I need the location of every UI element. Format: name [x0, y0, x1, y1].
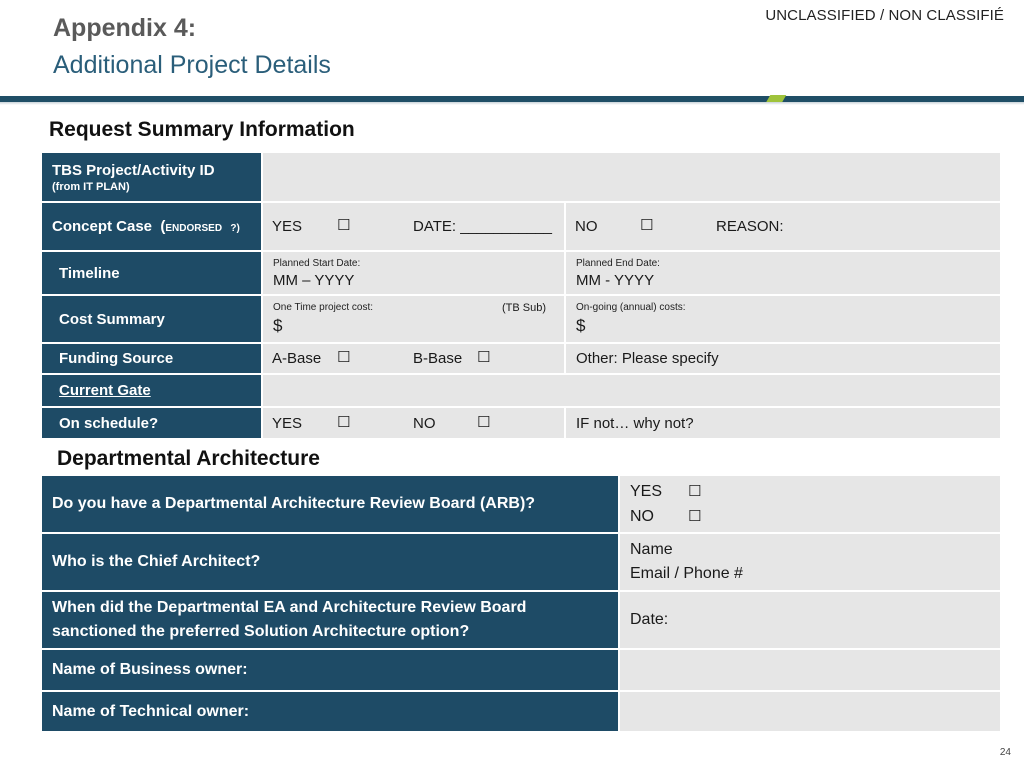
concept-yes-label: YES [272, 218, 303, 235]
funding-other-cell[interactable] [566, 344, 1000, 373]
tbs-project-sublabel: (from IT PLAN) [52, 180, 130, 193]
business-owner-label: Name of Business owner: [42, 650, 618, 690]
concept-case-text: Concept Case [52, 218, 153, 235]
concept-case-label [42, 203, 261, 250]
arb-yes-row [630, 479, 990, 504]
technical-owner-label: Name of Technical owner: [42, 692, 618, 731]
planned-end-value: MM - YYYY [576, 271, 655, 289]
classification-label: UNCLASSIFIED / NON CLASSIFIÉ [765, 7, 1004, 24]
ea-sanction-date: Date: [630, 611, 669, 628]
page-subtitle: Additional Project Details [53, 51, 331, 79]
one-time-cost-label: One Time project cost: [273, 302, 374, 313]
tb-sub-note: (TB Sub) [502, 302, 547, 314]
concept-case-label-text [52, 218, 251, 235]
current-gate-link[interactable]: Current Gate [59, 382, 151, 399]
concept-yes-checkbox[interactable]: ☐ [337, 216, 351, 234]
tbs-project-label [42, 153, 261, 201]
abase-label: A-Base [272, 350, 322, 367]
page-title: Appendix 4: [53, 14, 197, 42]
request-summary-heading: Request Summary Information [49, 118, 355, 141]
schedule-yes-label: YES [272, 415, 303, 432]
ongoing-cost-cell[interactable] [566, 296, 1000, 342]
schedule-no-label: NO [413, 415, 436, 432]
planned-end-cell[interactable] [566, 252, 1000, 294]
planned-start-label: Planned Start Date: [273, 257, 361, 269]
schedule-reason-cell[interactable] [566, 408, 1000, 438]
planned-start-cell[interactable] [263, 252, 564, 294]
tbs-project-field[interactable] [263, 153, 1000, 201]
schedule-yes-checkbox[interactable]: ☐ [337, 413, 351, 431]
concept-no-checkbox[interactable]: ☐ [640, 216, 654, 234]
bbase-label: B-Base [413, 350, 463, 367]
schedule-reason-text: IF not… why not? [576, 414, 694, 432]
arb-yes-label: YES [630, 483, 663, 500]
arb-question: Do you have a Departmental Architecture Review Board (ARB)? [42, 476, 618, 532]
planned-end-label: Planned End Date: [576, 257, 660, 269]
header-shadow [0, 102, 1024, 105]
tbs-project-label-text: TBS Project/Activity ID [52, 161, 215, 179]
architecture-heading: Departmental Architecture [57, 447, 320, 470]
arb-no-row [630, 504, 990, 529]
arb-answer-cell [620, 476, 1000, 532]
abase-checkbox[interactable]: ☐ [337, 348, 351, 366]
ea-sanction-date-cell[interactable] [620, 592, 1000, 648]
chief-architect-question: Who is the Chief Architect? [42, 534, 618, 590]
current-gate-label[interactable] [42, 375, 261, 406]
ea-sanction-question: When did the Departmental EA and Architecture Review Board sanctioned the preferred Solution Architecture option? [42, 592, 618, 648]
chief-architect-name: Name [630, 541, 673, 558]
concept-question-text: ?) [230, 223, 240, 234]
ongoing-cost-value: $ [576, 316, 586, 335]
concept-reason-field[interactable]: REASON: [716, 218, 784, 235]
arb-no-label: NO [630, 508, 654, 525]
timeline-label: Timeline [42, 252, 261, 294]
concept-endorsed-text: ENDORSED [165, 223, 223, 234]
schedule-no-checkbox[interactable]: ☐ [477, 413, 491, 431]
arb-no-checkbox[interactable]: ☐ [688, 507, 702, 525]
chief-architect-cell[interactable] [620, 534, 1000, 590]
bbase-checkbox[interactable]: ☐ [477, 348, 491, 366]
concept-date-field[interactable]: DATE: ___________ [413, 218, 552, 235]
one-time-cost-value: $ [273, 316, 283, 335]
cost-summary-label: Cost Summary [42, 296, 261, 342]
funding-source-label: Funding Source [42, 344, 261, 373]
planned-start-value: MM – YYYY [273, 271, 355, 289]
on-schedule-label: On schedule? [42, 408, 261, 438]
arb-yes-checkbox[interactable]: ☐ [688, 482, 702, 500]
ongoing-cost-label: On-going (annual) costs: [576, 302, 686, 313]
chief-architect-contact: Email / Phone # [630, 565, 743, 582]
concept-no-label: NO [575, 218, 598, 235]
funding-other-text: Other: Please specify [576, 350, 719, 367]
page-number: 24 [999, 747, 1011, 758]
business-owner-field[interactable] [620, 650, 1000, 690]
technical-owner-field[interactable] [620, 692, 1000, 731]
current-gate-field[interactable] [263, 375, 1000, 406]
concept-paren: ( [160, 218, 166, 235]
